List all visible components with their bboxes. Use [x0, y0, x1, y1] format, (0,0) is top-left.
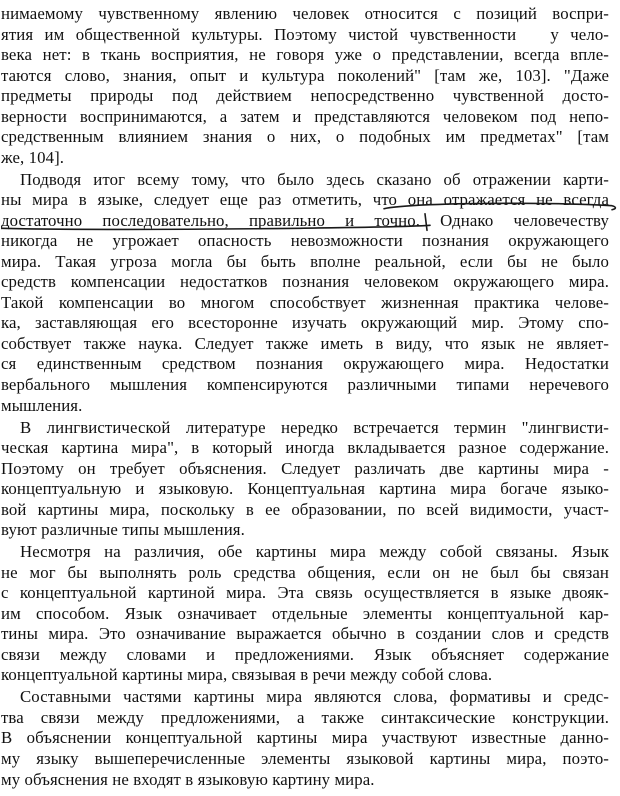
text-line: никогда не угрожает опасность невозможности познания окружающего [1, 231, 609, 251]
text-line: му объяснения не входят в языковую картину мира. [1, 769, 375, 789]
text-line: Несмотря на различия, обе картины мира между собой связаны. Язык [20, 542, 609, 562]
text-line: мышления. [1, 395, 83, 415]
text-line: с концептуальной картиной мира. Эта связь осуществляется в языке двояк- [1, 583, 609, 603]
text-line: вуют различные типы мышления. [1, 520, 245, 540]
text-line: В лингвистической литературе нередко встречается термин "лингвисти- [20, 417, 609, 437]
text-line: предметы природы под действием непосредственно чувственной досто- [1, 86, 609, 106]
text-line: концептуальную и языковую. Концептуальная картина мира богаче языко- [1, 479, 609, 499]
text-line: мира. Такая угроза могла бы быть вполне реальной, если бы не было [1, 251, 609, 271]
text-line: В объяснении концептуальной картины мира участвуют известные данно- [1, 728, 609, 748]
text-line: вербального мышления компенсируются различными типами неречевого [1, 375, 609, 394]
text-line: Подводя итог всему тому, что было здесь сказано об отражении карти- [20, 169, 609, 189]
text-line: не мог бы выполнять роль средства общения, если он не был бы связан [1, 562, 609, 582]
text-line: вой картины мира, поскольку в ее образовании, по всей видимости, участ- [1, 499, 609, 519]
text-line: собствует также наука. Следует также иметь в виду, что язык не являет- [1, 333, 609, 353]
text-line: средственным влиянием знания о них, о подобных им предметах" [там [1, 127, 609, 147]
text-line: нимаемому чувственному явлению человек относится с позиций воспри- [1, 4, 609, 23]
text-line: тины мира. Это означивание выражается обычно в создании слов и средств [1, 624, 609, 644]
text-line: ятия им общественной культуры. Поэтому чистой чувственности у чело- [1, 24, 609, 44]
text-line: Такой компенсации во многом способствует жизненная практика челове- [1, 292, 609, 312]
text-line: достаточно последовательно, правильно и точно. Однако человечеству [1, 210, 609, 230]
text-line: века нет: в ткань восприятия, не говоря уже о представлении, всегда впле- [1, 45, 609, 65]
text-line: ся единственным средством познания окружающего мира. Недостатки [1, 354, 609, 374]
text-line: им способом. Язык означивает отдельные элементы концептуальной кар- [1, 603, 609, 623]
text-line: таются слово, знания, опыт и культура поколений" [там же, 103]. "Даже [1, 65, 609, 85]
text-line: му языку вышеперечисленные элементы языковой картины мира, поэто- [1, 748, 609, 768]
text-line: концептуальной картины мира, связывая в речи между собой слова. [1, 665, 493, 685]
text-line: ческая картина мира", в который иногда вкладывается разное содержание. [1, 438, 609, 458]
text-line: тва связи между предложениями, а также синтаксические конструкции. [1, 707, 609, 727]
text-line: Составными частями картины мира являются слова, формативы и средс- [20, 687, 609, 707]
text-line: ка, заставляющая его всесторонне изучать окружающий мир. Этому спо- [1, 313, 609, 333]
text-line: средств компенсации недостатков познания человеком окружающего мира. [1, 272, 609, 292]
text-line: верности воспринимаются, а затем и представляются человеком под непо- [1, 106, 609, 126]
text-line: же, 104]. [1, 147, 65, 167]
text-line: ны мира в языке, следует еще раз отметить, что она отражается не всегда [1, 190, 609, 210]
text-line: Поэтому он требует объяснения. Следует различать две картины мира - [1, 458, 609, 478]
text-line: связи между словами и предложениями. Язык объясняет содержание [1, 644, 609, 664]
